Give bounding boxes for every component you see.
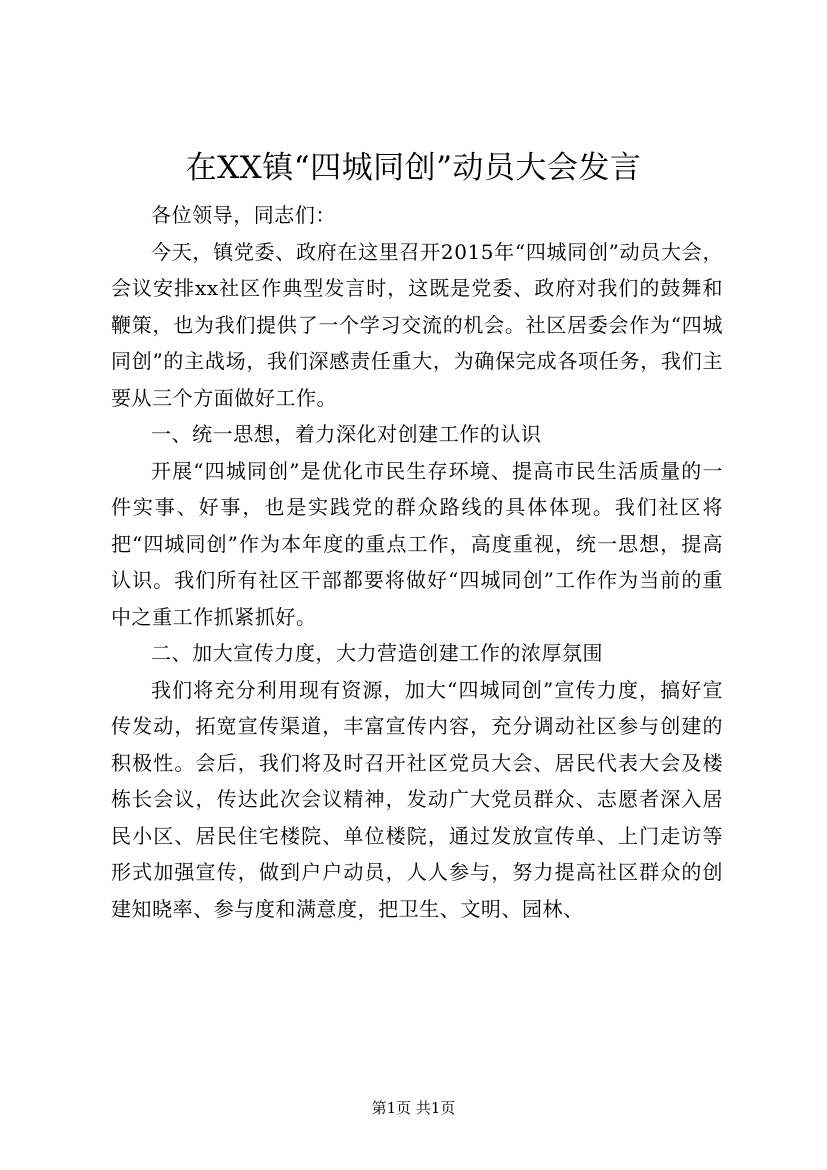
intro-paragraph: 今天，镇党委、政府在这里召开2015年“四城同创”动员大会，会议安排xx社区作典型发言时，这既是党委、政府对我们的鼓舞和鞭策，也为我们提供了一个学习交流的机会。社区居委会作为“四城同创”的主战场，我们深感责任重大，为确保完成各项任务，我们主要从三个方面做好工作。 — [111, 239, 723, 410]
document-body — [111, 197, 723, 927]
document-title: 在XX镇“四城同创”动员大会发言 — [185, 150, 642, 186]
salutation-paragraph: 各位领导，同志们： — [151, 203, 336, 227]
section-1-paragraph: 开展“四城同创”是优化市民生存环境、提高市民生活质量的一件实事、好事，也是实践党的群众路线的具体体现。我们社区将把“四城同创”作为本年度的重点工作，高度重视，统一思想，提高认识。我们所有社区干部都要将做好“四城同创”工作作为当前的重中之重工作抓紧抓好。 — [111, 458, 723, 629]
section-heading-2: 二、加大宣传力度，大力营造创建工作的浓厚氛围 — [151, 641, 604, 665]
section-2-paragraph: 我们将充分利用现有资源，加大“四城同创”宣传力度，搞好宣传发动，拓宽宣传渠道，丰富宣传内容，充分调动社区参与创建的积极性。会后，我们将及时召开社区党员大会、居民代表大会及楼栋长会议，传达此次会议精神，发动广大党员群众、志愿者深入居民小区、居民住宅楼院、单位楼院，通过发放宣传单、上门走访等形式加强宣传，做到户户动员，人人参与，努力提高社区群众的创建知晓率、参与度和满意度，把卫生、文明、园林、 — [111, 677, 723, 921]
page-number-footer: 第1页 共1页 — [371, 1099, 456, 1117]
section-heading-1: 一、统一思想，着力深化对创建工作的认识 — [151, 422, 542, 446]
